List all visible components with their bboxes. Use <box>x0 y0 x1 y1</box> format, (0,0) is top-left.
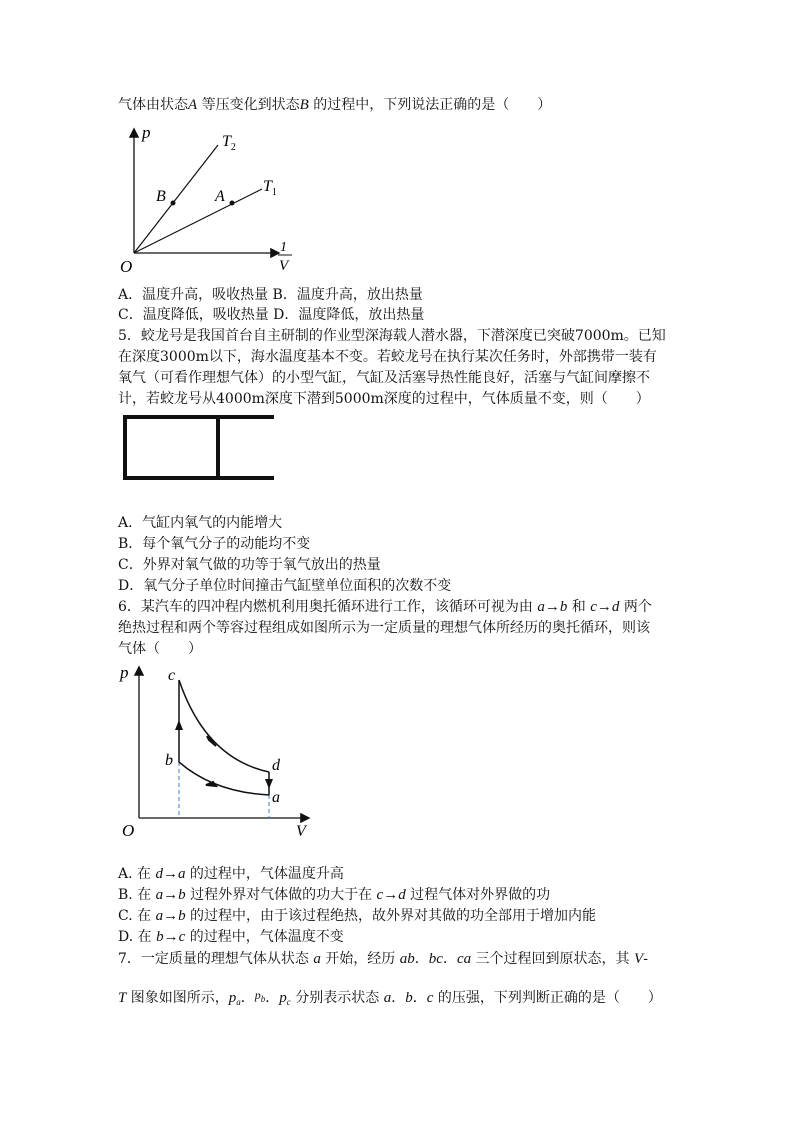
q7-stem-sep-1: ． <box>414 951 429 967</box>
q6-arrow-ab <box>206 782 216 786</box>
q4-point-a-label: A <box>215 188 225 205</box>
q7-sep-1: ． <box>240 990 255 1006</box>
q7-sep-3: ． <box>391 990 406 1006</box>
q4-stem-state-b: B <box>299 97 309 113</box>
q4-point-b-label: B <box>156 188 166 205</box>
q6-option-b-text-2: 过程外界对气体做的功大于在 <box>185 887 377 903</box>
q6-label-c: c <box>168 667 176 684</box>
q7-stem-text-5: 分别表示状态 <box>290 990 384 1006</box>
q6-stem-process-ab: a→b <box>537 599 568 615</box>
q6-arrow-bc <box>175 720 183 730</box>
q6-option-d-text-1: D. 在 <box>118 929 157 945</box>
q6-option-c-text-2: 的过程中，由于该过程绝热，故外界对其做的功全部用于增加内能 <box>185 908 597 924</box>
q7-sep-2: ． <box>265 990 280 1006</box>
q7-stem-dash: - <box>643 951 648 967</box>
q7-stem-state-a: a <box>313 951 321 967</box>
q5-option-c: C．外界对氧气做的功等于氧气放出的热量 <box>118 557 381 573</box>
q6-option-d <box>118 927 344 947</box>
q4-origin-label: O <box>120 257 133 276</box>
q7-sep-4: ． <box>412 990 427 1006</box>
q6-stem-line3: 气体（ ） <box>118 641 202 657</box>
q6-axis-y-label: p <box>120 663 129 682</box>
q4-p-invV-graph <box>110 120 310 280</box>
q6-option-c <box>118 906 596 926</box>
q6-option-a <box>118 864 344 884</box>
q6-option-b-process-1: a→b <box>155 887 186 903</box>
q6-process-cd <box>179 680 269 772</box>
q6-process-ab <box>179 762 269 795</box>
q7-stem-text-4: 图象如图所示， <box>126 990 229 1006</box>
q6-origin-label: O <box>122 821 135 840</box>
q4-stem-part3: 的过程中，下列说法正确的是（ ） <box>308 97 552 113</box>
q7-stem-sep-2: ． <box>442 951 457 967</box>
q4-axis-y-label: p <box>142 123 151 142</box>
q7-state-c: c <box>426 990 434 1006</box>
q7-stem-process-ab: ab <box>399 951 415 967</box>
q6-option-a-text-2: 的过程中，气体温度升高 <box>185 866 344 882</box>
q6-option-b-text-1: B. 在 <box>118 887 156 903</box>
q5-option-b: B．每个氧气分子的动能均不变 <box>118 536 311 552</box>
q7-stem-line1 <box>118 949 648 969</box>
q7-pressure-c-symbol: p <box>279 990 287 1006</box>
q7-state-a: a <box>383 990 392 1006</box>
q6-stem-text-1: 6．某汽车的四冲程内燃机利用奥托循环进行工作，该循环可视为由 <box>118 599 538 615</box>
q7-state-b: b <box>405 990 413 1006</box>
q5-stem-line1: 5．蛟龙号是我国首台自主研制的作业型深海载人潜水器，下潜深度已突破7000m。已知 <box>118 328 666 344</box>
q6-stem-text-2: 和 <box>567 599 591 615</box>
q7-pressure-c-subscript: c <box>286 997 291 1007</box>
q6-option-a-text-1: A. 在 <box>118 866 156 882</box>
q7-pressure-b-symbol: p <box>254 988 261 1002</box>
q4-label-T1: $T_1$ <box>263 178 277 198</box>
q7-stem-text-3: 三个过程回到原状态，其 <box>471 951 635 967</box>
q4-isotherm-T2 <box>134 145 218 253</box>
q5-option-d: D．氧气分子单位时间撞击气缸壁单位面积的次数不变 <box>118 578 452 594</box>
q6-axis-x-label: V <box>296 823 306 840</box>
q6-otto-cycle-graph <box>112 658 322 840</box>
q6-label-b: b <box>165 752 173 769</box>
q7-pressure-b-subscript: b <box>260 994 266 1004</box>
q5-stem-line4: 计，若蛟龙号从4000m深度下潜到5000m深度的过程中，气体质量不变，则（ ） <box>118 391 650 407</box>
q6-option-d-text-2: 的过程中，气体温度不变 <box>185 929 344 945</box>
q6-stem-line2: 绝热过程和两个等容过程组成如图所示为一定质量的理想气体所经历的奥托循环，则该 <box>118 620 650 636</box>
q7-stem-text-6: 的压强，下列判断正确的是（ ） <box>433 990 662 1006</box>
q6-stem-line1 <box>118 597 652 617</box>
q6-option-b-process-2: c→d <box>376 887 406 903</box>
q4-stem-state-a: A <box>188 97 198 113</box>
q6-stem-text-3: 两个 <box>619 599 652 615</box>
q5-stem-line2: 在深度3000m以下，海水温度基本不变。若蛟龙号在执行某次任务时，外部携带一装有 <box>118 349 657 365</box>
q4-options-row2: C．温度降低，吸收热量 D．温度降低，放出热量 <box>118 307 425 323</box>
q4-options-row1: A．温度升高，吸收热量 B．温度升高，放出热量 <box>118 287 423 303</box>
q6-option-c-process: a→b <box>155 908 186 924</box>
q6-label-a: a <box>272 789 280 806</box>
q7-stem-V: V <box>634 951 644 967</box>
q7-stem-text-2: 开始，经历 <box>320 951 400 967</box>
q7-pressure-a-subscript: a <box>236 997 241 1007</box>
q6-label-d: d <box>272 757 280 774</box>
q4-stem <box>118 95 551 115</box>
q4-point-b-dot <box>171 201 176 206</box>
q7-stem-text-1: 7．一定质量的理想气体从状态 <box>118 951 314 967</box>
q4-stem-part2: 等压变化到状态 <box>197 97 300 113</box>
q6-option-c-text-1: C. 在 <box>118 908 156 924</box>
q4-point-a-dot <box>230 201 235 206</box>
q7-pressure-a-symbol: p <box>228 990 237 1006</box>
q7-stem-T: T <box>118 990 127 1006</box>
q6-option-a-process: d→a <box>155 866 186 882</box>
q5-cylinder-figure <box>120 414 280 484</box>
q5-stem-line3: 氧气（可看作理想气体）的小型气缸，气缸及活塞导热性能良好，活塞与气缸间摩擦不 <box>118 370 650 386</box>
q6-option-d-process: b→c <box>156 929 186 945</box>
q4-isotherm-T1 <box>134 189 262 253</box>
q4-label-T2: $T_2$ <box>222 133 236 153</box>
q4-axis-x-numerator: 1 <box>280 240 287 255</box>
q6-option-b-text-3: 过程气体对外界做的功 <box>405 887 551 903</box>
q4-stem-part1: 气体由状态 <box>118 97 188 113</box>
q5-option-a: A．气缸内氧气的内能增大 <box>118 515 283 531</box>
q5-cylinder-wall <box>125 417 274 478</box>
q7-stem-process-ca: ca <box>456 951 472 967</box>
q7-stem-line2 <box>118 985 662 1012</box>
q6-stem-process-cd: c→d <box>590 599 620 615</box>
q6-arrow-da <box>265 779 273 789</box>
q7-stem-process-bc: bc <box>428 951 443 967</box>
q6-option-b <box>118 885 550 905</box>
q4-axis-x-denominator: V <box>279 258 289 274</box>
